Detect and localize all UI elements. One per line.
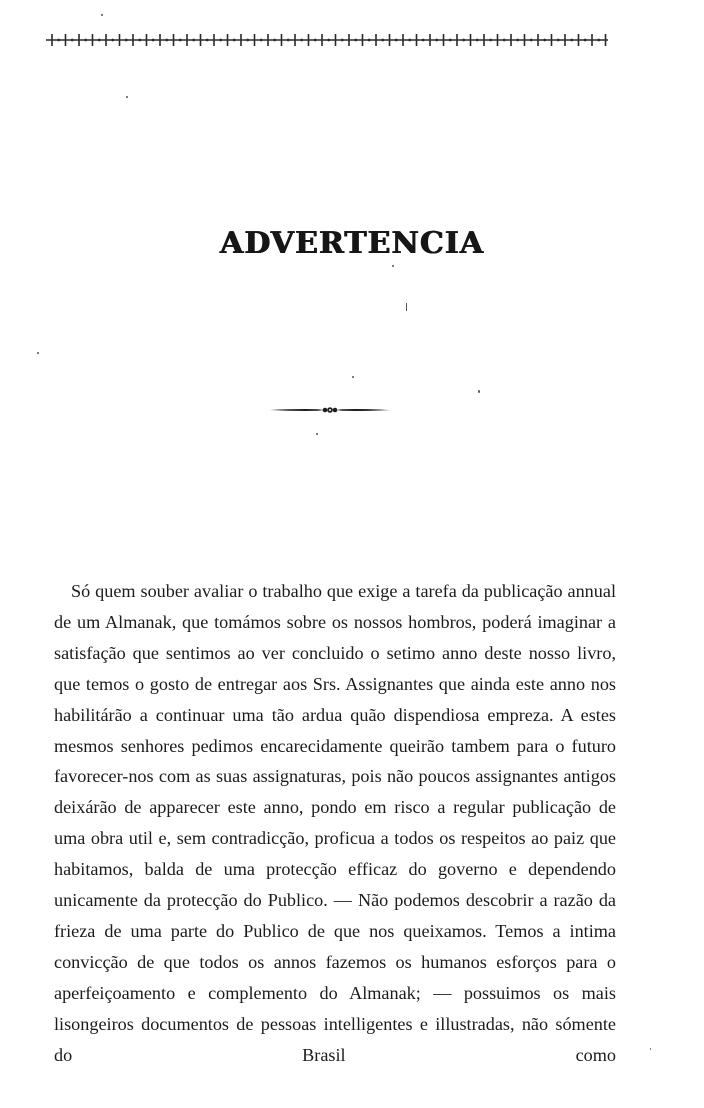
- border-cross-mark: [267, 34, 269, 46]
- border-dot-mark: [71, 39, 74, 42]
- border-cross-mark: [132, 34, 134, 46]
- border-dot-mark: [260, 39, 263, 42]
- border-cross-mark: [294, 34, 296, 46]
- border-dot-mark: [435, 39, 438, 42]
- border-cross-mark: [65, 34, 67, 46]
- border-dot-mark: [476, 39, 479, 42]
- border-dot-mark: [584, 39, 587, 42]
- border-dot-mark: [530, 39, 533, 42]
- border-cross-mark: [456, 34, 458, 46]
- border-cross-mark: [416, 34, 418, 46]
- border-cross-mark: [537, 34, 539, 46]
- border-dot-mark: [462, 39, 465, 42]
- paper-speck: [352, 376, 354, 378]
- border-dot-mark: [503, 39, 506, 42]
- border-cross-mark: [159, 34, 161, 46]
- border-cross-mark: [105, 34, 107, 46]
- border-cross-mark: [375, 34, 377, 46]
- border-dot-mark: [84, 39, 87, 42]
- border-cross-mark: [321, 34, 323, 46]
- paper-speck: [316, 433, 318, 435]
- border-cross-mark: [605, 34, 607, 46]
- border-dot-mark: [179, 39, 182, 42]
- border-dot-mark: [570, 39, 573, 42]
- border-cross-mark: [186, 34, 188, 46]
- border-dot-mark: [327, 39, 330, 42]
- border-dot-mark: [368, 39, 371, 42]
- border-dot-mark: [287, 39, 290, 42]
- border-dot-mark: [516, 39, 519, 42]
- border-dot-mark: [125, 39, 128, 42]
- border-cross-mark: [470, 34, 472, 46]
- border-dot-mark: [341, 39, 344, 42]
- border-cross-mark: [551, 34, 553, 46]
- border-dot-mark: [111, 39, 114, 42]
- border-cross-mark: [578, 34, 580, 46]
- border-cross-mark: [51, 34, 53, 46]
- border-dot-mark: [206, 39, 209, 42]
- border-dot-mark: [354, 39, 357, 42]
- border-cross-mark: [78, 34, 80, 46]
- border-dot-mark: [273, 39, 276, 42]
- border-cross-mark: [227, 34, 229, 46]
- border-dot-mark: [246, 39, 249, 42]
- border-cross-mark: [564, 34, 566, 46]
- border-cross-mark: [497, 34, 499, 46]
- border-cross-mark: [402, 34, 404, 46]
- border-dot-mark: [557, 39, 560, 42]
- border-cross-mark: [524, 34, 526, 46]
- border-cross-mark: [213, 34, 215, 46]
- border-dot-mark: [449, 39, 452, 42]
- paper-speck: [126, 96, 128, 98]
- border-dot-mark: [300, 39, 303, 42]
- border-cross-mark: [483, 34, 485, 46]
- border-cross-mark: [173, 34, 175, 46]
- border-cross-mark: [591, 34, 593, 46]
- paper-speck: [392, 265, 394, 267]
- border-dot-mark: [489, 39, 492, 42]
- border-dot-mark: [233, 39, 236, 42]
- border-cross-mark: [335, 34, 337, 46]
- border-cross-mark: [362, 34, 364, 46]
- border-cross-mark: [348, 34, 350, 46]
- border-cross-mark: [254, 34, 256, 46]
- border-dot-mark: [422, 39, 425, 42]
- border-dot-mark: [395, 39, 398, 42]
- border-dot-mark: [219, 39, 222, 42]
- page-title: ADVERTENCIA: [219, 226, 485, 262]
- divider-ornament: [268, 403, 392, 417]
- paper-speck: [650, 1048, 651, 1050]
- border-cross-mark: [281, 34, 283, 46]
- border-cross-mark: [200, 34, 202, 46]
- border-cross-mark: [510, 34, 512, 46]
- border-dot-mark: [138, 39, 141, 42]
- border-cross-mark: [389, 34, 391, 46]
- border-dot-mark: [57, 39, 60, 42]
- paper-speck: [37, 352, 39, 354]
- border-dot-mark: [314, 39, 317, 42]
- border-dot-mark: [381, 39, 384, 42]
- border-dot-mark: [98, 39, 101, 42]
- body-paragraph: Só quem souber avaliar o trabalho que exige a tarefa da publicação annual de um Almanak, que tomámos sobre os nossos hombros, poderá imaginar a satisfação que sentimos ao ver concluido o setimo anno deste nosso livro, que temos o gosto de entregar aos Srs. Assignantes que ainda este anno nos habilitárão a continuar uma tão ardua quão dispendiosa empreza. A estes mesmos senhores pedimos encarecidamente queirão tambem para o futuro favorecer-nos com as suas assignaturas, pois não poucos assignantes antigos deixárão de apparecer este anno, pondo em risco a regular publicação de uma obra util e, sem contradicção, proficua a todos os respeitos ao paiz que habitamos, balda de uma protecção efficaz do governo e dependendo unicamente da protecção do Publico. — Não podemos descobrir a razão da frieza de uma parte do Publico de que nos queixamos. Temos a intima convicção de que todos os annos fazemos os humanos esforços para o aperfeiçoamento e complemento do Almanak; — possuimos os mais lisongeiros documentos de pessoas intelligentes e illustradas, não sómente do Brasil como: [54, 581, 616, 1065]
- paper-speck: [478, 390, 480, 393]
- border-cross-mark: [429, 34, 431, 46]
- border-dot-mark: [543, 39, 546, 42]
- paper-speck: [406, 303, 407, 311]
- border-cross-mark: [240, 34, 242, 46]
- top-decorative-border: [46, 31, 608, 49]
- paper-speck: [101, 14, 103, 16]
- border-dot-mark: [408, 39, 411, 42]
- border-cross-mark: [92, 34, 94, 46]
- border-dot-mark: [165, 39, 168, 42]
- border-cross-mark: [146, 34, 148, 46]
- border-cross-mark: [443, 34, 445, 46]
- border-dot-mark: [192, 39, 195, 42]
- border-dot-mark: [152, 39, 155, 42]
- border-cross-mark: [308, 34, 310, 46]
- border-dot-mark: [597, 39, 600, 42]
- border-cross-mark: [119, 34, 121, 46]
